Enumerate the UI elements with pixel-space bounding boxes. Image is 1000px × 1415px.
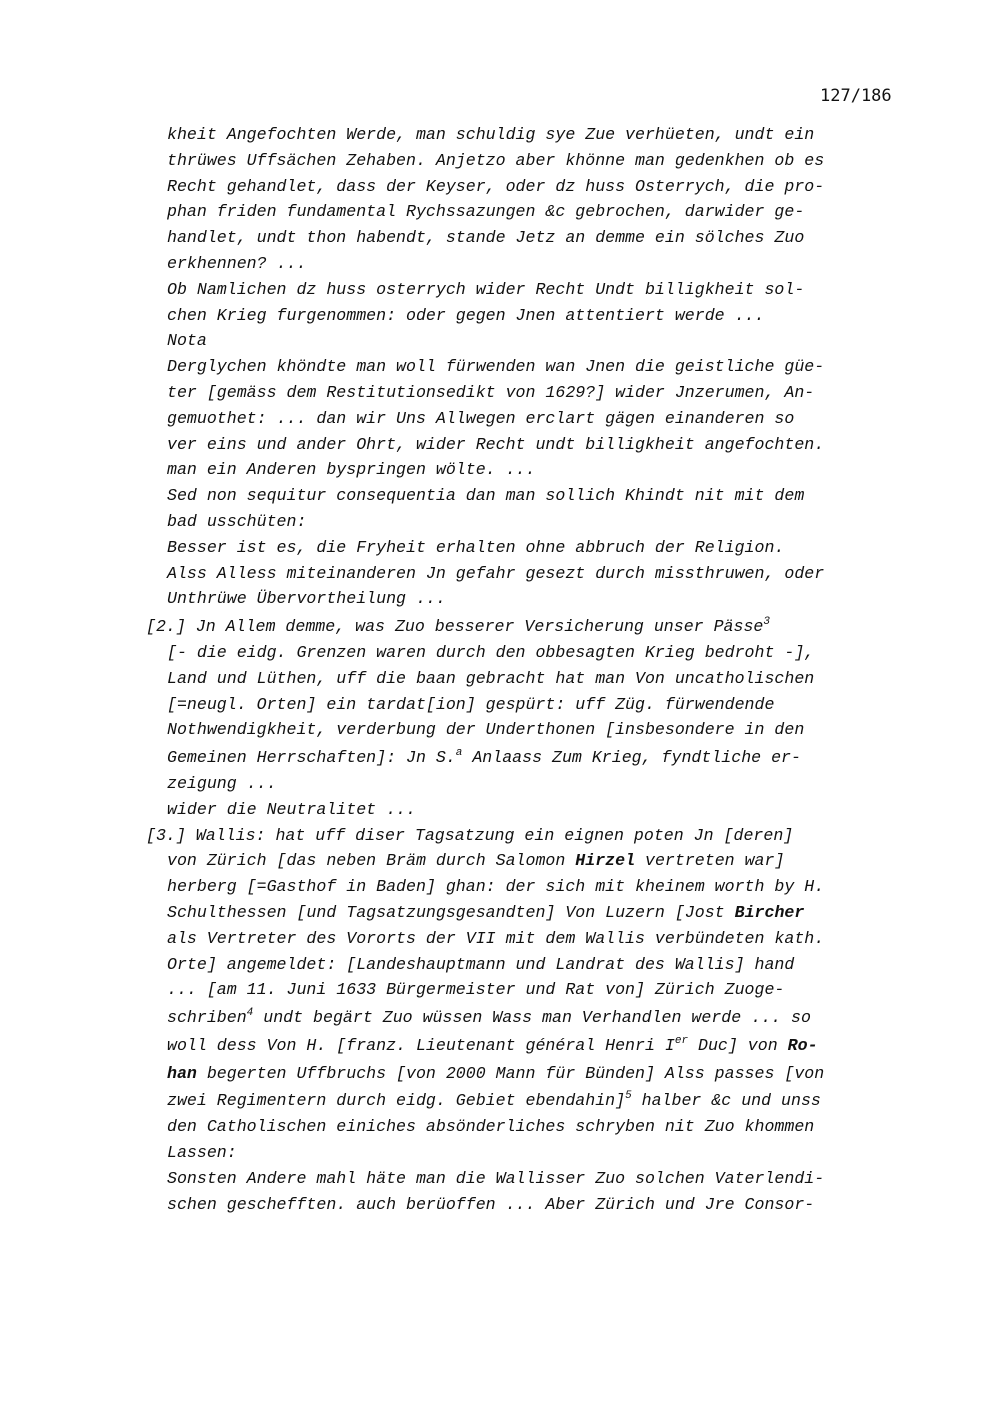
text-line: [=neugl. Orten] ein tardat[ion] gespürt: uff Züg. fürwendende [167,694,775,714]
text-fragment: Schulthessen [und Tagsatzungsgesandten] Von Luzern [Jost [167,902,735,922]
text-fragment: [2.] Jn Allem demme, was Zuo besserer Versicherung unser Pässe [146,617,764,637]
text-fragment: Duc] von [688,1035,788,1055]
text-line: phan friden fundamental Rychssazungen &c gebrochen, darwider ge- [167,202,805,222]
text-line: gemuothet: ... dan wir Uns Allwegen erclart gägen einanderen so [167,408,795,428]
text-line [0,1061,1000,1087]
text-line: Nota [167,331,207,351]
text-line [0,1005,1000,1031]
text-line: Orte] angemeldet: [Landeshauptmann und Landrat des Wallis] hand [167,954,795,974]
text-fragment: undt begärt Zuo wüssen Wass man Verhandlen werde ... so [253,1008,811,1028]
text-line: wider die Neutralitet ... [167,799,416,819]
text-line: [- die eidg. Grenzen waren durch den obbesagten Krieg bedroht -], [167,642,815,662]
text-line: Derglychen khöndte man woll fürwenden wan Jnen die geistliche güe- [167,357,825,377]
text-line: schen geschefften. auch berüoffen ... Aber Zürich und Jre Consor- [167,1194,815,1214]
text-line: handlet, undt thon habendt, stande Jetz an demme ein sölches Zuo [167,228,805,248]
text-fragment: zwei Regimentern durch eidg. Gebiet ebendahin] [167,1091,626,1111]
footnote-marker: 4 [246,1007,254,1020]
text-line: kheit Angefochten Werde, man schuldig sye Zue verhüeten, undt ein [167,125,815,144]
footnote-marker: 3 [763,616,770,629]
text-fragment: woll dess Von H. [franz. Lieutenant général Henri I [167,1035,675,1055]
text-line: ... [am 11. Juni 1633 Bürgermeister und Rat von] Zürich Zuoge- [167,980,785,1000]
text-fragment: von Zürich [das neben Bräm durch Salomon [167,851,576,871]
text-fragment: vertreten war] [635,851,785,871]
superscript: a [455,747,463,760]
text-line: Besser ist es, die Fryheit erhalten ohne abbruch der Religion. [167,537,785,557]
text-line: Recht gehandlet, dass der Keyser, oder dz huss Osterrych, die pro- [167,176,825,196]
text-line: Alss Alless miteinanderen Jn gefahr gesezt durch missthruwen, oder [167,563,825,583]
text-line: ver eins und ander Ohrt, wider Recht undt billigkheit angefochten. [167,434,825,454]
text-line: erkhennen? ... [167,253,307,273]
text-line: bad usschüten: [167,511,307,531]
text-fragment: Anlaass Zum Krieg, fyndtliche er- [462,748,801,768]
text-line [0,848,1000,874]
text-fragment: Gemeinen Herrschaften]: Jn S. [167,748,456,768]
text-line: thrüwes Uffsächen Zehaben. Anjetzo aber khönne man gedenkhen ob es [167,150,825,170]
text-line [0,745,1000,771]
text-line: zeigung ... [167,773,277,793]
bold-name: Bircher [734,902,805,922]
text-line: man ein Anderen byspringen wölte. ... [167,460,536,480]
text-line: Lassen: [167,1143,237,1163]
text-line: chen Krieg furgenommen: oder gegen Jnen attentiert werde ... [167,305,765,325]
section-3-heading-line: [3.] Wallis: hat uff diser Tagsatzung ein eignen poten Jn [deren] [146,825,794,845]
text-line [0,900,1000,926]
text-line: Land und Lüthen, uff die baan gebracht hat man Von uncatholischen [167,668,815,688]
text-line [0,1088,1000,1114]
text-line: herberg [=Gasthof in Baden] ghan: der sich mit kheinem worth by H. [167,877,825,897]
bold-name: Hirzel [575,851,636,871]
section-2-heading-line [0,614,1000,640]
bold-name: Ro- [787,1035,818,1055]
text-fragment: begerten Uffbruchs [von 2000 Mann für Bünden] Alss passes [von [196,1063,825,1083]
text-line: als Vertreter des Vororts der VII mit dem Wallis verbündeten kath. [167,928,825,948]
page-number: 127/186 [820,86,892,106]
text-line: Sed non sequitur consequentia dan man sollich Khindt nit mit dem [167,486,805,506]
text-fragment: schriben [167,1008,247,1028]
text-line: Ob Namlichen dz huss osterrych wider Recht Undt billigkheit sol- [167,279,805,299]
body-text [0,122,1000,1217]
text-line: Nothwendigkheit, verderbung der Underthonen [insbesondere in den [167,720,805,740]
text-line: den Catholischen einiches absönderliches schryben nit Zuo khommen [167,1117,815,1137]
text-fragment: halber &c und unss [631,1091,821,1111]
footnote-marker: 5 [625,1090,632,1103]
text-line: ter [gemäss dem Restitutionsedikt von 1629?] wider Jnzerumen, An- [167,382,815,402]
bold-name: han [167,1063,197,1083]
text-line [0,1033,1000,1059]
superscript: er [674,1034,689,1047]
text-line: Sonsten Andere mahl häte man die Wallisser Zuo solchen Vaterlendi- [167,1168,825,1188]
text-line: Unthrüwe Übervortheilung ... [167,589,446,609]
